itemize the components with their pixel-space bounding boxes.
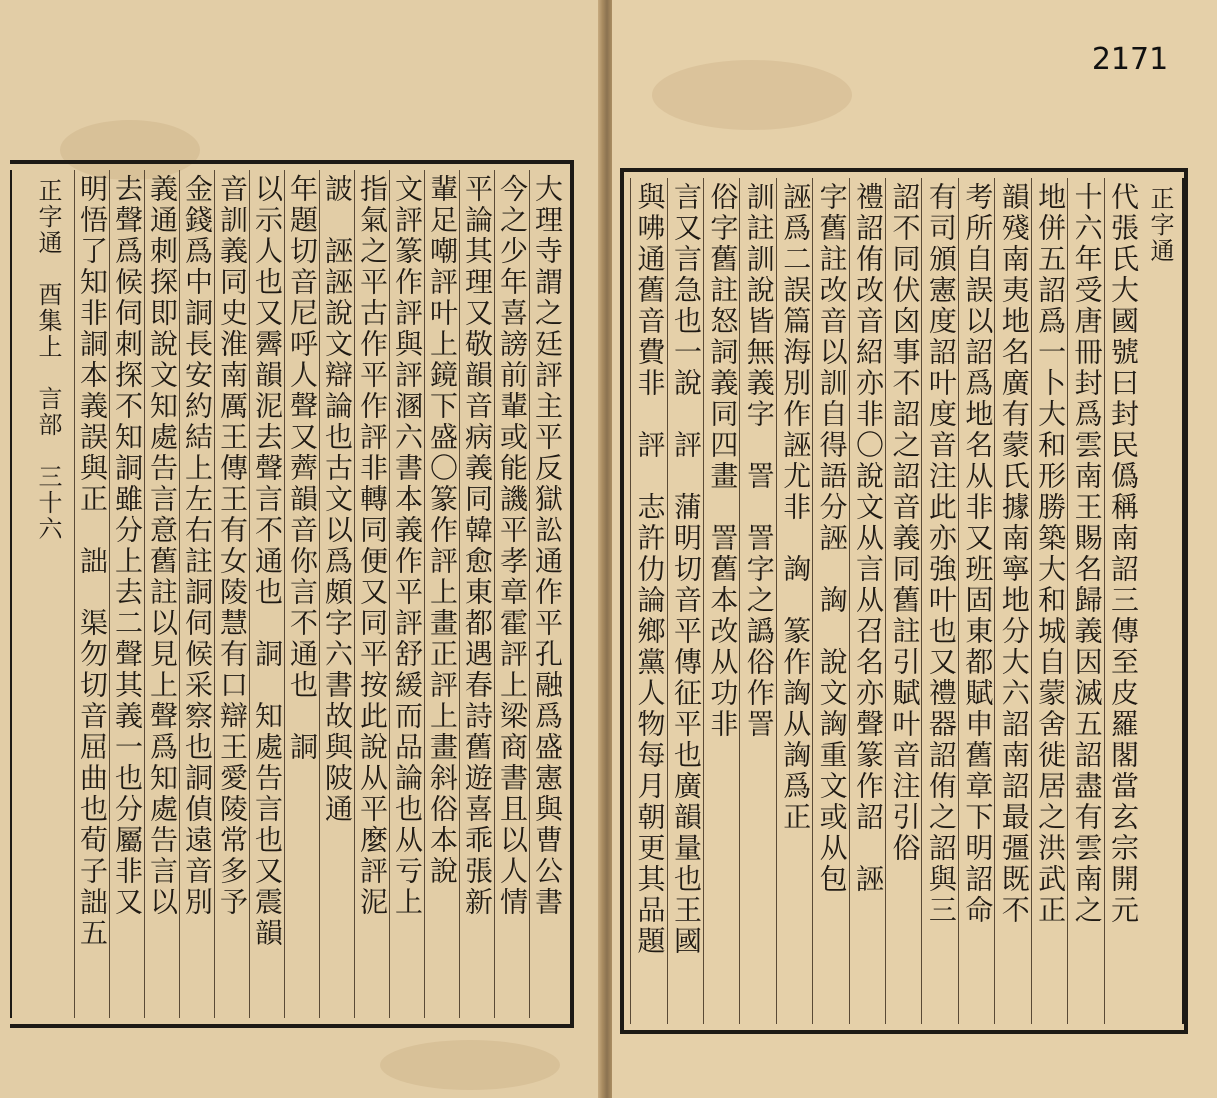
- text-column: 地併五詔爲一卜大和形勝築大和城自蒙舍徙居之洪武正: [1031, 178, 1067, 1024]
- left-page: [0, 0, 605, 1098]
- text-column: 十六年受唐冊封爲雲南王賜名歸義因滅五詔盡有雲南之: [1067, 178, 1103, 1024]
- text-column: 明悟了知非詷本義誤與正 詘 渠勿切音屈曲也荀子詘五: [74, 170, 109, 1018]
- text-column: 今之少年喜謗前輩或能譏平孝章霍評上梁商書且以人情: [494, 170, 529, 1018]
- right-page: [612, 0, 1217, 1098]
- text-column: 文評篆作評與評溷六書本義作平評舒緩而品論也从亏上: [389, 170, 424, 1018]
- text-column: 禮詔侑改音紹亦非〇說文从言从召名亦聲篆作詔 誣: [849, 178, 885, 1024]
- text-column: 去聲爲候伺刺探不知詷雖分上去二聲其義一也分屬非又: [109, 170, 144, 1018]
- text-column: 考所自誤以詔爲地名从非又班固東都賦申舊章下明詔命: [958, 178, 994, 1024]
- text-column: 詔不同伏囟事不詔之詔音義同舊註引賦叶音注引俗: [885, 178, 921, 1024]
- text-column: 與咈通舊音費非 評 志許仂論鄉黨人物每月朝更其品題: [630, 178, 666, 1024]
- text-column: 輩足嘲評叶上鏡下盛〇篆作評上畫正評上畫斜俗本說: [424, 170, 459, 1018]
- text-column: 義通刺探即說文知處告言意舊註以見上聲爲知處告言以: [144, 170, 179, 1018]
- text-column: 字舊註改音以訓自得語分誣 詾 說文詾重文或从包: [812, 178, 848, 1024]
- text-column: 代張氏大國號曰封民僞稱南詔三傳至皮羅閣當玄宗開元: [1104, 178, 1140, 1024]
- scan-page-number: 2171: [1091, 42, 1169, 77]
- right-text-columns: [630, 178, 1140, 1024]
- text-column: 訓註訓說皆無義字 詈 詈字之譌俗作詈: [739, 178, 775, 1024]
- text-column: 音訓義同史淮南厲王傳王有女陵慧有口辯王愛陵常多予: [214, 170, 249, 1018]
- text-column: 大理寺謂之廷評主平反獄訟通作平孔融爲盛憲與曹公書: [529, 170, 564, 1018]
- text-column: 言又言急也一說 評 蒲明切音平傳征平也廣韻量也王國: [667, 178, 703, 1024]
- left-text-frame: [10, 160, 574, 1028]
- text-column: 誣爲二誤篇海別作誣尤非 詾 篆作詾从詾爲正: [776, 178, 812, 1024]
- text-column: 韻殘南夷地名廣有蒙氏據南寧地分大六詔南詔最彊既不: [994, 178, 1030, 1024]
- text-column: 年題切音尼呼人聲又薺韻音你言不通也 詷: [284, 170, 319, 1018]
- right-margin-title: 正字通: [1142, 178, 1184, 1024]
- right-text-frame: [620, 168, 1188, 1034]
- text-column: 俗字舊註怒詞義同四畫 詈舊本改从功非: [703, 178, 739, 1024]
- text-column: 平論其理又敬韻音病義同韓愈東都遇春詩舊遊喜乖張新: [459, 170, 494, 1018]
- text-column: 以示人也又霽韻泥去聲言不通也 詷 知處告言也又震韻: [249, 170, 284, 1018]
- left-margin-title: 正字通 酉集上 言部 三十六: [10, 170, 70, 1018]
- text-column: 指氣之平古作平作評非轉同便又同平按此說从平麼評泥: [354, 170, 389, 1018]
- text-column: 金錢爲中詷長安約結上左右註詷伺候采察也詷偵遠音別: [179, 170, 214, 1018]
- left-text-columns: [74, 170, 564, 1018]
- text-column: 詖 誣誣說文辯論也古文以爲頗字六書故與陂通: [319, 170, 354, 1018]
- text-column: 有司頒憲度詔叶度音注此亦強叶也又禮器詔侑之詔與三: [921, 178, 957, 1024]
